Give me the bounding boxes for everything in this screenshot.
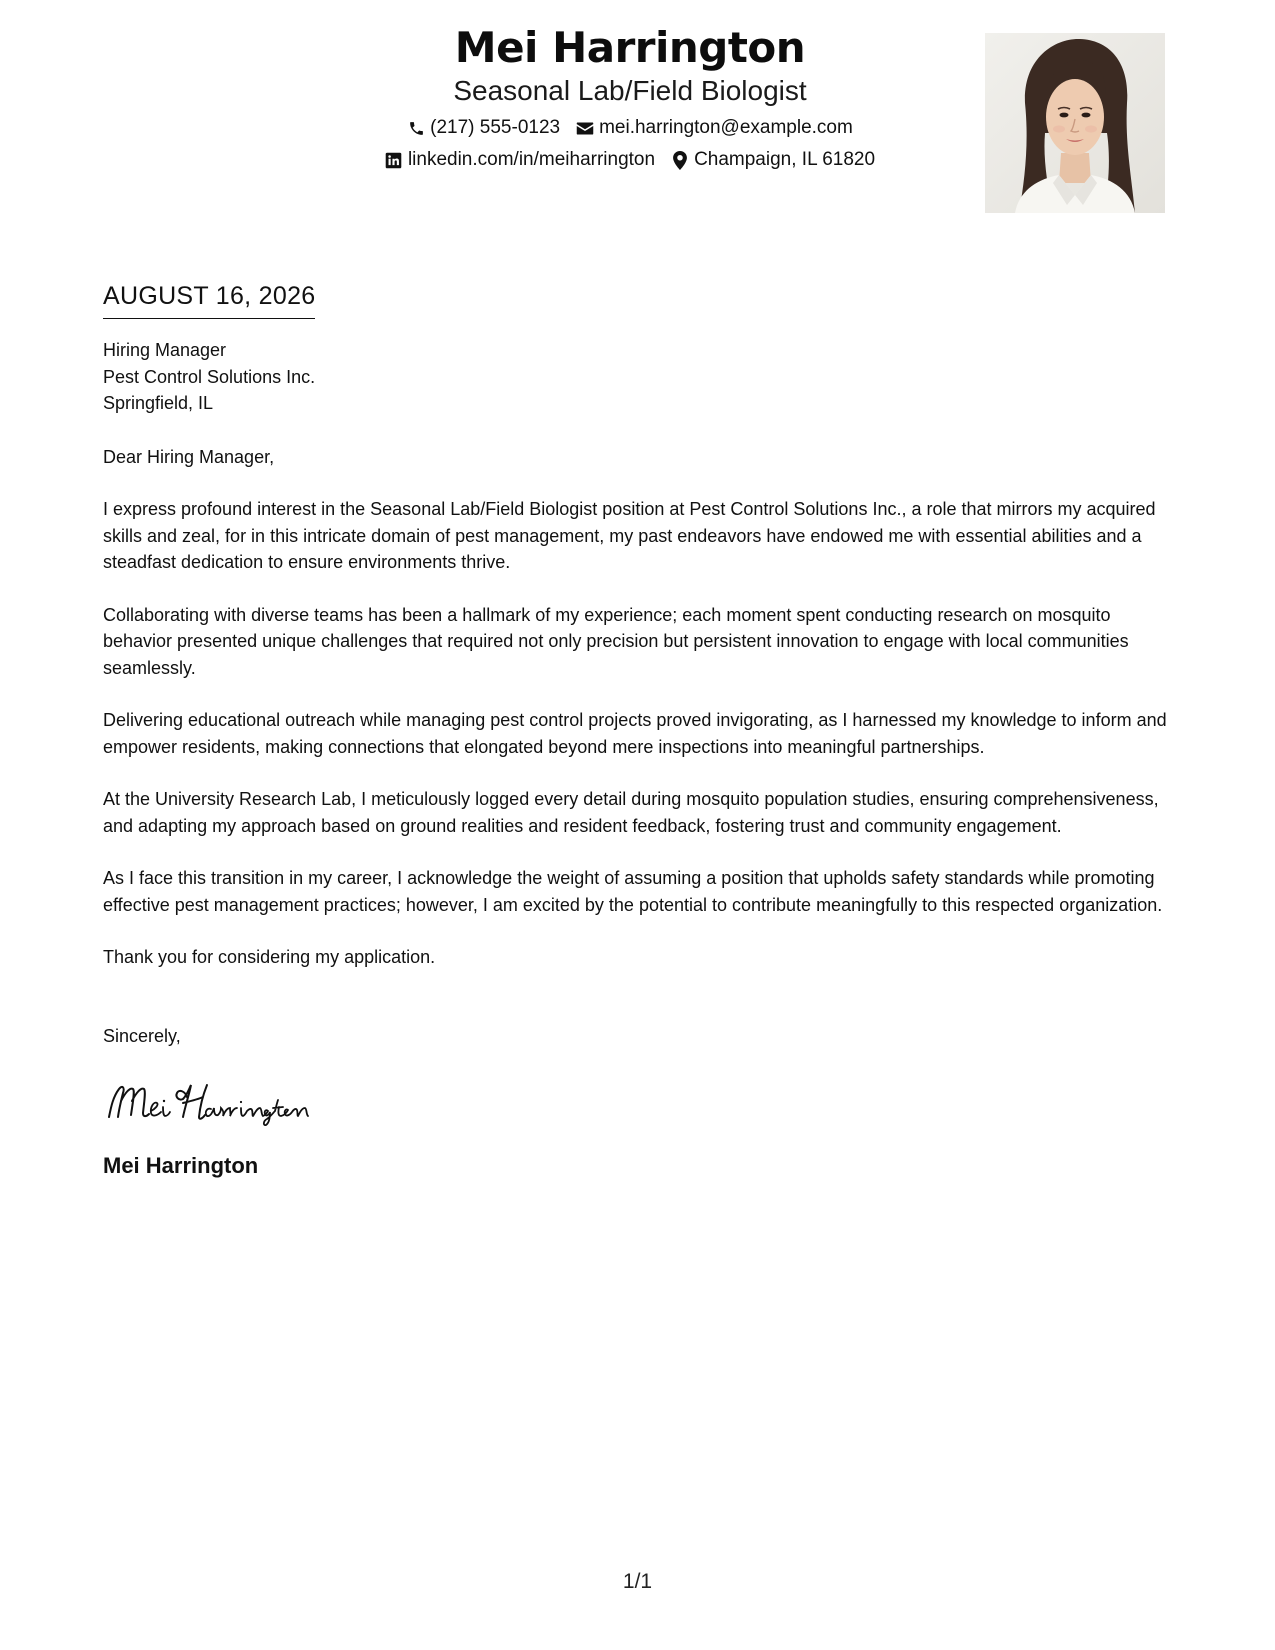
body-paragraph: Delivering educational outreach while managing pest control projects proved invigorating, as I harnessed my knowledge to inform and empower residents, making connections that elongated beyond mere inspections into meaningful partnerships. bbox=[103, 710, 1167, 757]
signer-name: Mei Harrington bbox=[103, 1153, 259, 1178]
envelope-icon bbox=[576, 119, 594, 137]
map-pin-icon bbox=[671, 151, 689, 169]
recipient-block bbox=[103, 337, 1178, 417]
email-text: mei.harrington@example.com bbox=[599, 117, 853, 138]
location-text: Champaign, IL 61820 bbox=[694, 149, 876, 170]
handwritten-signature bbox=[103, 1077, 363, 1127]
contact-email[interactable] bbox=[576, 112, 853, 144]
recipient-line: Springfield, IL bbox=[103, 393, 214, 413]
letter-date: AUGUST 16, 2026 bbox=[103, 278, 315, 319]
salutation: Dear Hiring Manager, bbox=[103, 446, 275, 467]
linkedin-icon bbox=[385, 151, 403, 169]
phone-icon bbox=[407, 119, 425, 137]
contact-location bbox=[671, 144, 875, 176]
applicant-name: Mei Harrington bbox=[454, 23, 806, 72]
thanks-line: Thank you for considering my application. bbox=[103, 947, 436, 967]
phone-text: (217) 555-0123 bbox=[430, 117, 561, 138]
page-number: 1/1 bbox=[622, 1570, 653, 1593]
closing-line: Sincerely, bbox=[103, 1025, 181, 1046]
contact-phone[interactable] bbox=[407, 112, 560, 144]
body-paragraph: As I face this transition in my career, I acknowledge the weight of assuming a position that upholds safety standards while promoting effective pest management practices; however, I am excited by the potential to contribute meaningfully to this respected organization. bbox=[103, 868, 1163, 915]
recipient-line: Pest Control Solutions Inc. bbox=[103, 366, 316, 387]
applicant-job-title: Seasonal Lab/Field Biologist bbox=[453, 75, 807, 106]
body-paragraph: Collaborating with diverse teams has been a hallmark of my experience; each moment spent conducting research on mosquito behavior presented unique challenges that required not only precision but persistent innovation to engage with local communities seamlessly. bbox=[103, 604, 1129, 678]
letter-body bbox=[103, 278, 1178, 1181]
recipient-line: Hiring Manager bbox=[103, 340, 227, 360]
body-paragraph: I express profound interest in the Seasonal Lab/Field Biologist position at Pest Control Solutions Inc., a role that mirrors my acquired skills and zeal, for in this intricate domain of pest management, my past endeavors have endowed me with essential abilities and a steadfast dedication to ensure environments thrive. bbox=[103, 499, 1156, 572]
linkedin-text: linkedin.com/in/meiharrington bbox=[407, 149, 656, 170]
profile-photo bbox=[985, 33, 1165, 213]
body-paragraph: At the University Research Lab, I meticulously logged every detail during mosquito population studies, ensuring comprehensiveness, and adapting my approach based on ground realities and resident feedback, fostering trust and community engagement. bbox=[103, 789, 1159, 836]
contact-linkedin[interactable] bbox=[385, 144, 655, 176]
